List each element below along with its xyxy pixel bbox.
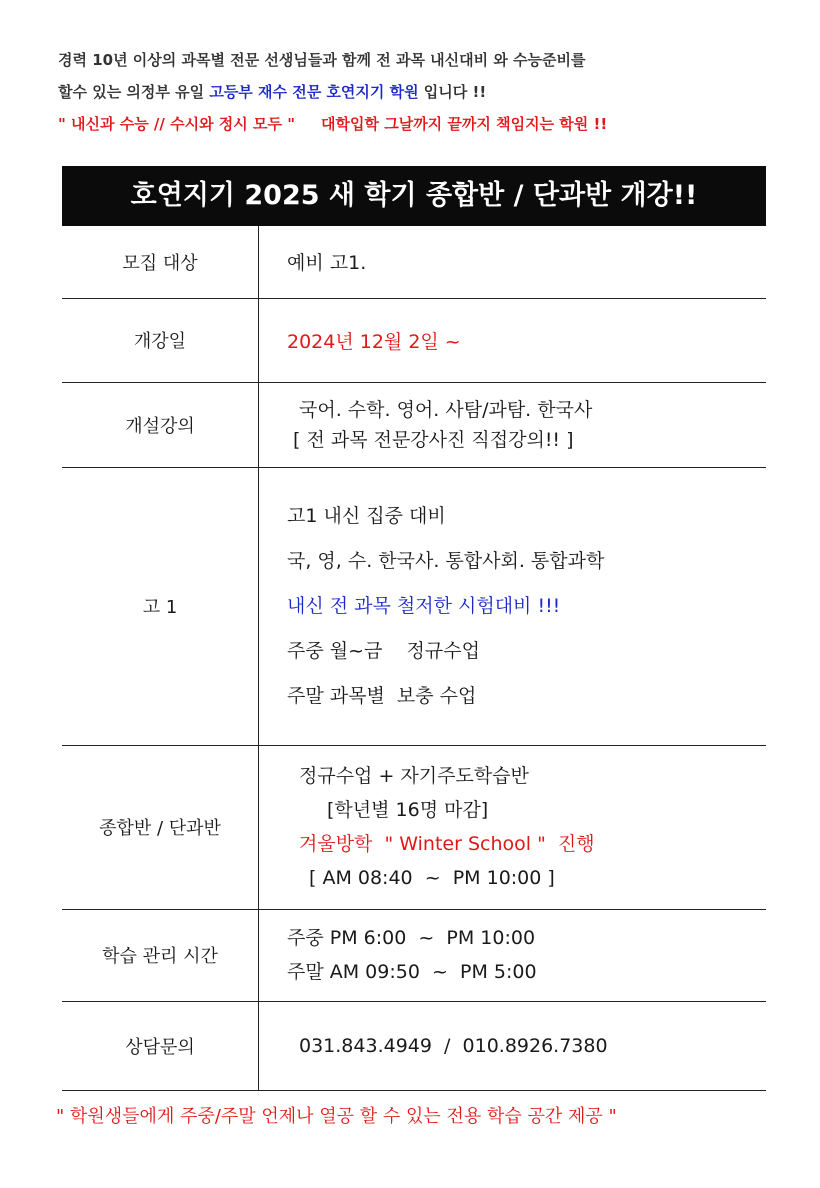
program-line-1: 정규수업 + 자기주도학습반 [299,765,529,787]
info-table [62,226,766,1091]
intro-slogan: " 내신과 수능 // 수시와 정시 모두 " [58,115,296,133]
intro-line-3 [58,108,778,140]
label-target: 모집 대상 [62,226,259,298]
intro-line-2-pre: 할수 있는 의정부 유일 [58,83,210,101]
value-grade [259,467,767,745]
intro-line-1: 경력 10년 이상의 과목별 전문 선생님들과 함께 전 과목 내신대비 와 수능준비를 [58,51,586,69]
courses-subjects: 국어. 수학. 영어. 사탐/과탐. 한국사 [299,398,593,421]
value-courses [259,382,767,467]
label-hours: 학습 관리 시간 [62,909,259,1001]
value-target: 예비 고1. [259,226,767,298]
title-banner: 호연지기 2025 새 학기 종합반 / 단과반 개강!! [62,166,766,226]
intro-promise: 대학입학 그날까지 끝까지 책임지는 학원 !! [321,115,608,133]
label-start-date: 개강일 [62,298,259,382]
program-hours: [ AM 08:40 ~ PM 10:00 ] [309,867,555,889]
value-start-date: 2024년 12월 2일 ~ [259,298,767,382]
hours-weekend: 주말 AM 09:50 ~ PM 5:00 [287,961,537,983]
label-courses: 개설강의 [62,382,259,467]
row-grade [62,467,766,745]
value-hours [259,909,767,1001]
academy-name-highlight: 고등부 재수 전문 호연지기 학원 [209,83,419,101]
row-start-date [62,298,766,382]
grade-line-3: 내신 전 과목 철저한 시험대비 !!! [287,594,561,617]
row-courses [62,382,766,467]
label-contact: 상담문의 [62,1001,259,1090]
grade-line-4: 주중 월~금 정규수업 [287,639,480,662]
grade-line-5: 주말 과목별 보충 수업 [287,684,477,707]
row-target [62,226,766,298]
footer-note: " 학원생들에게 주중/주말 언제나 열공 할 수 있는 전용 학습 공간 제공 " [56,1106,617,1127]
value-program [259,745,767,909]
courses-note: [ 전 과목 전문강사진 직접강의!! ] [293,428,574,451]
intro-line-2 [58,76,778,108]
hours-weekday: 주중 PM 6:00 ~ PM 10:00 [287,927,536,949]
value-contact-phone: 031.843.4949 / 010.8926.7380 [259,1001,767,1090]
grade-line-2: 국, 영, 수. 한국사. 통합사회. 통합과학 [287,549,605,572]
row-hours [62,909,766,1001]
label-program: 종합반 / 단과반 [62,745,259,909]
intro-line-2-post: 입니다 !! [418,83,487,101]
row-contact [62,1001,766,1090]
program-line-2: [학년별 16명 마감] [327,799,489,821]
grade-line-1: 고1 내신 집중 대비 [287,504,446,527]
program-winter-school: 겨울방학 " Winter School " 진행 [299,833,595,855]
label-grade: 고 1 [62,467,259,745]
row-program [62,745,766,909]
intro-text [58,44,778,140]
